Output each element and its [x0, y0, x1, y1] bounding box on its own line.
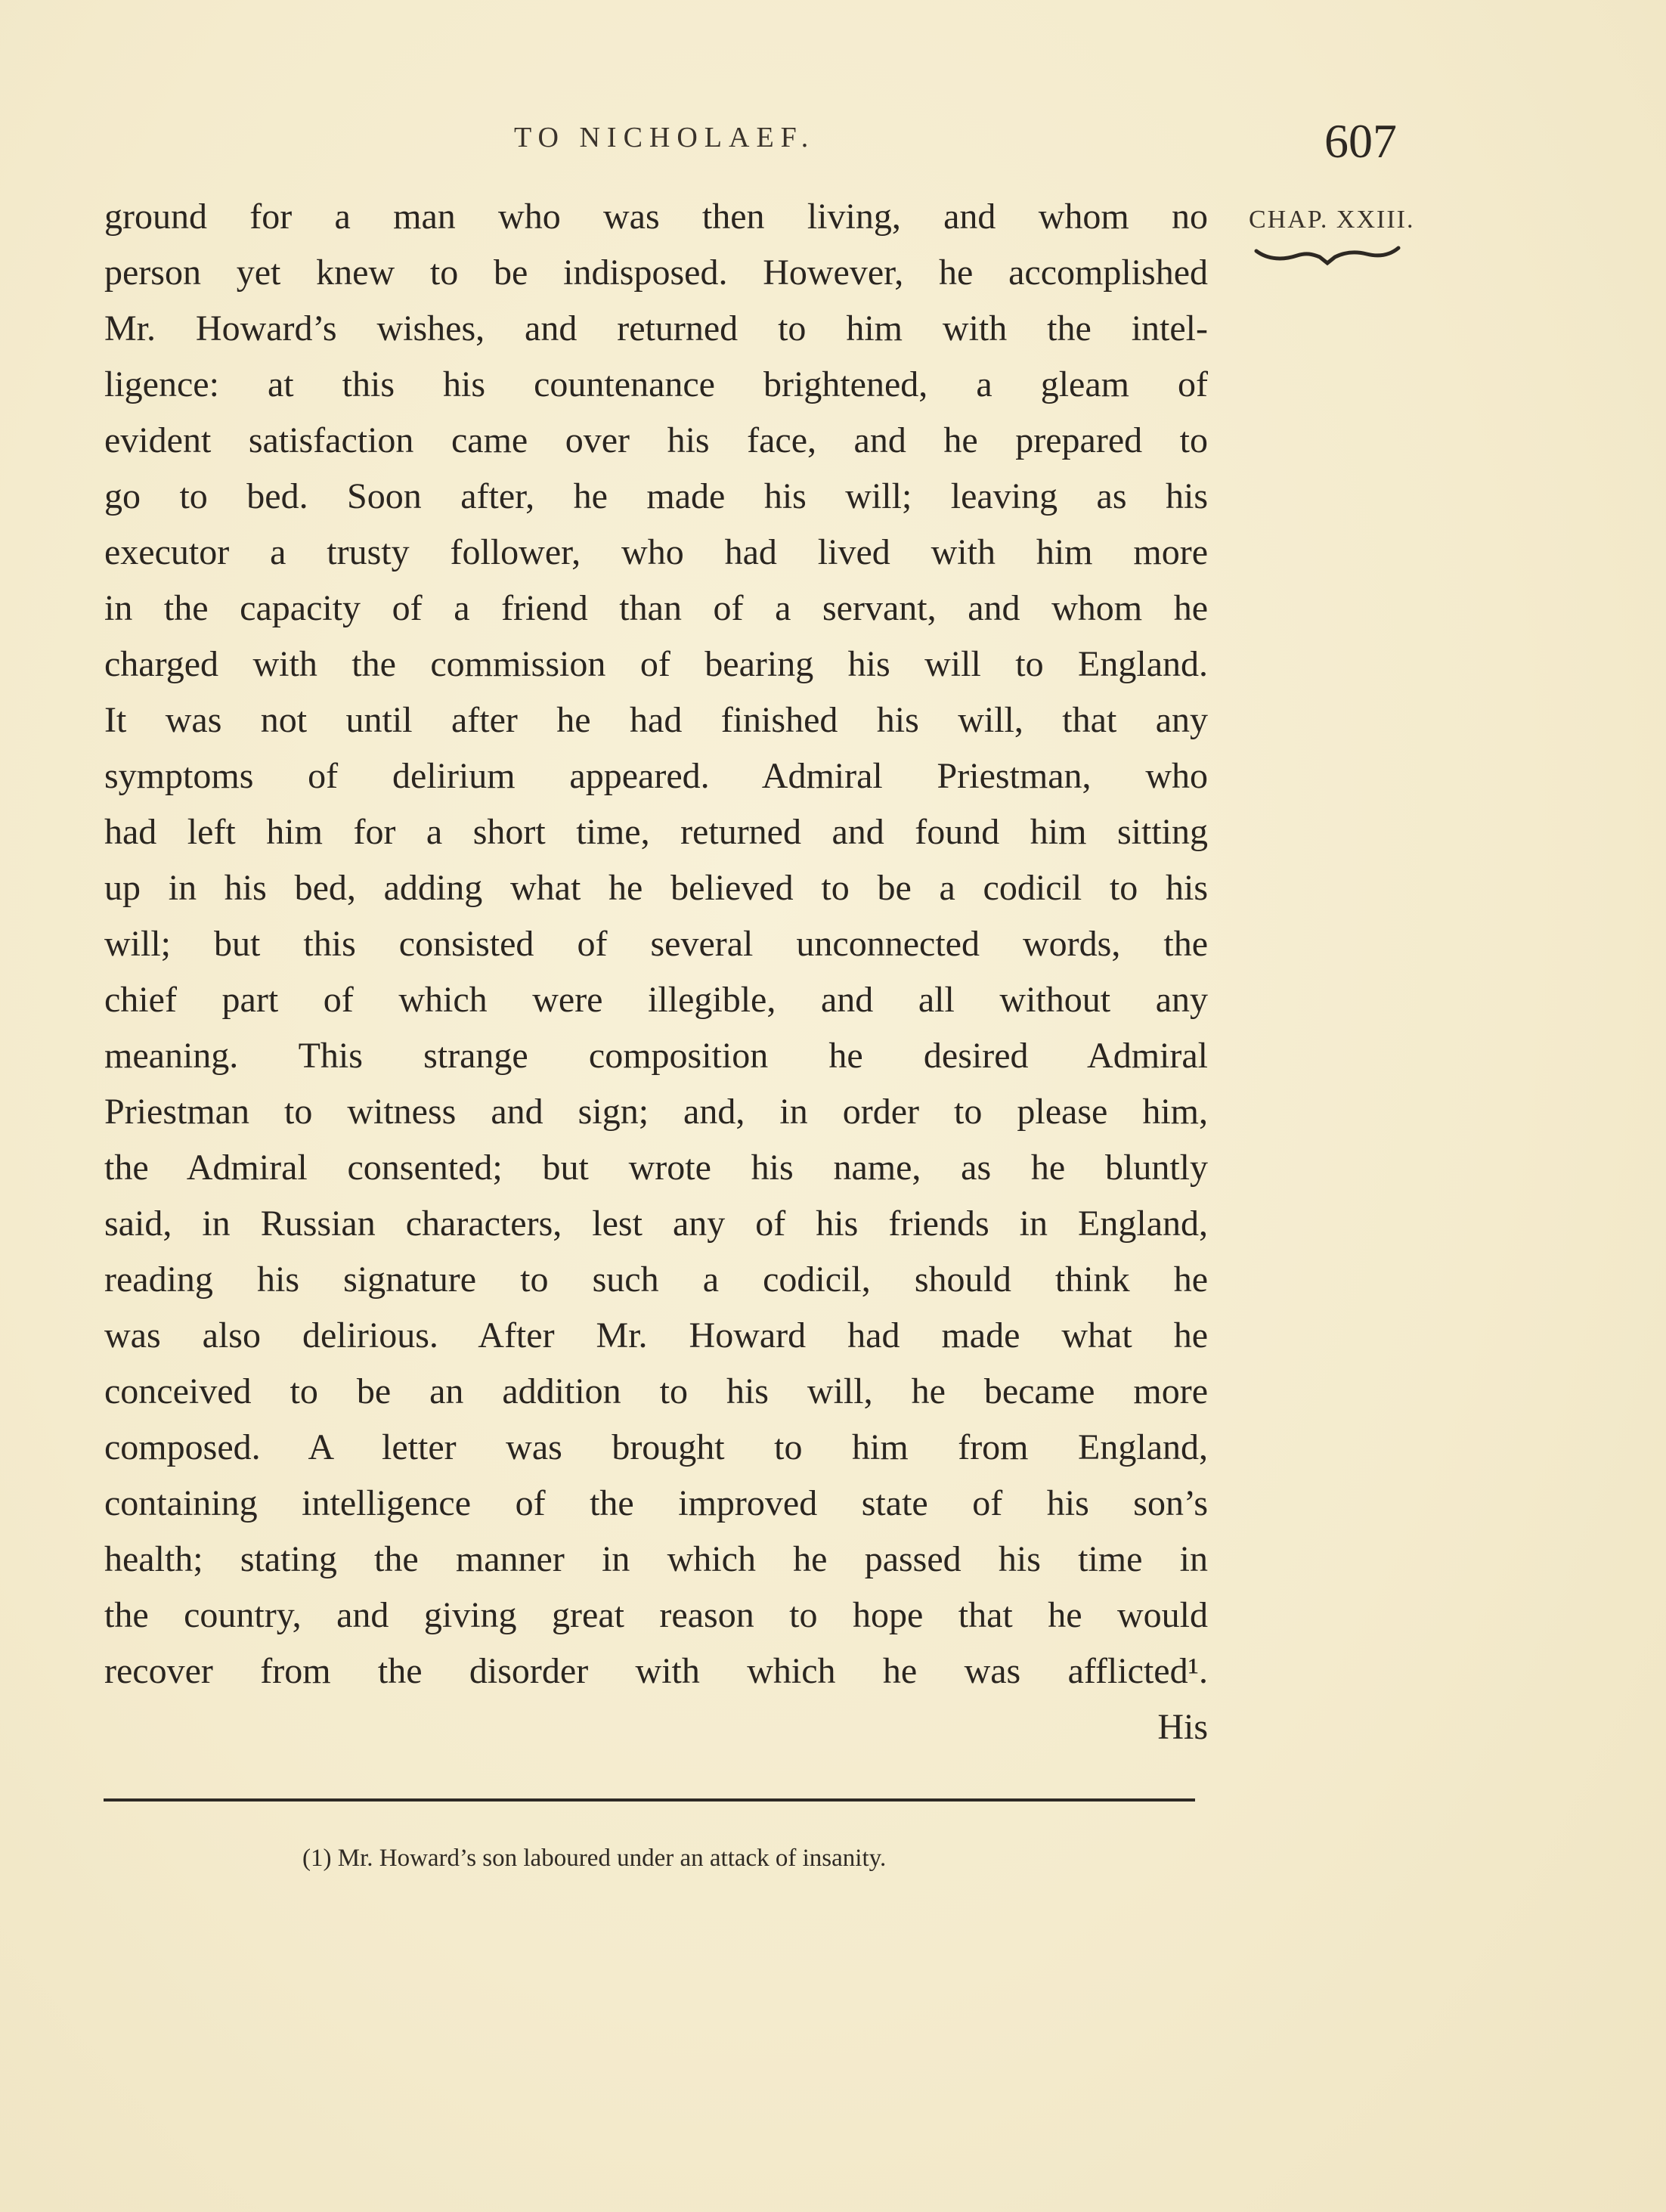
text-line: conceived to be an addition to his will, he became more [104, 1371, 1208, 1411]
text-line: evident satisfaction came over his face, and he prepared to [104, 420, 1208, 460]
text-line: reading his signature to such a codicil, should think he [104, 1259, 1208, 1300]
text-line: meaning. This strange composition he desired Admiral [104, 1036, 1208, 1076]
text-line: symptoms of delirium appeared. Admiral Priestman, who [104, 756, 1208, 796]
running-head: TO NICHOLAEF. [514, 122, 816, 153]
text-line: ground for a man who was then living, and whom no [104, 197, 1208, 237]
footnote: (1) Mr. Howard’s son laboured under an attack of insanity. [302, 1845, 887, 1872]
text-line: in the capacity of a friend than of a servant, and whom he [104, 588, 1208, 628]
page-number: 607 [1324, 114, 1397, 168]
text-line: up in his bed, adding what he believed to be a codicil to his [104, 868, 1208, 908]
text-line: go to bed. Soon after, he made his will; leaving as his [104, 476, 1208, 516]
text-line: the country, and giving great reason to hope that he would [104, 1595, 1208, 1635]
text-line: containing intelligence of the improved state of his son’s [104, 1483, 1208, 1523]
text-line: said, in Russian characters, lest any of his friends in England, [104, 1204, 1208, 1244]
text-line: executor a trusty follower, who had lived with him more [104, 532, 1208, 572]
chapter-margin-note: CHAP. XXIII. [1249, 206, 1415, 234]
text-line: charged with the commission of bearing his will to England. [104, 644, 1208, 684]
text-line: recover from the disorder with which he was afflicted¹. [104, 1651, 1208, 1691]
text-line: the Admiral consented; but wrote his name, as he bluntly [104, 1148, 1208, 1188]
text-line: was also delirious. After Mr. Howard had made what he [104, 1315, 1208, 1355]
text-line: health; stating the manner in which he passed his time in [104, 1539, 1208, 1579]
text-line: chief part of which were illegible, and all without any [104, 980, 1208, 1020]
text-line: will; but this consisted of several unconnected words, the [104, 924, 1208, 964]
text-line: person yet knew to be indisposed. However, he accomplished [104, 252, 1208, 293]
text-line: Mr. Howard’s wishes, and returned to him with the intel- [104, 308, 1208, 349]
text-line: Priestman to witness and sign; and, in order to please him, [104, 1092, 1208, 1132]
text-line: had left him for a short time, returned and found him sitting [104, 812, 1208, 852]
footnote-rule [104, 1798, 1195, 1802]
flourish-ornament-icon [1253, 243, 1401, 269]
text-line: ligence: at this his countenance brightened, a gleam of [104, 364, 1208, 404]
text-line: composed. A letter was brought to him from England, [104, 1427, 1208, 1467]
text-line: It was not until after he had finished his will, that any [104, 700, 1208, 740]
catchword: His [1157, 1707, 1208, 1747]
body-text [104, 189, 1208, 1755]
